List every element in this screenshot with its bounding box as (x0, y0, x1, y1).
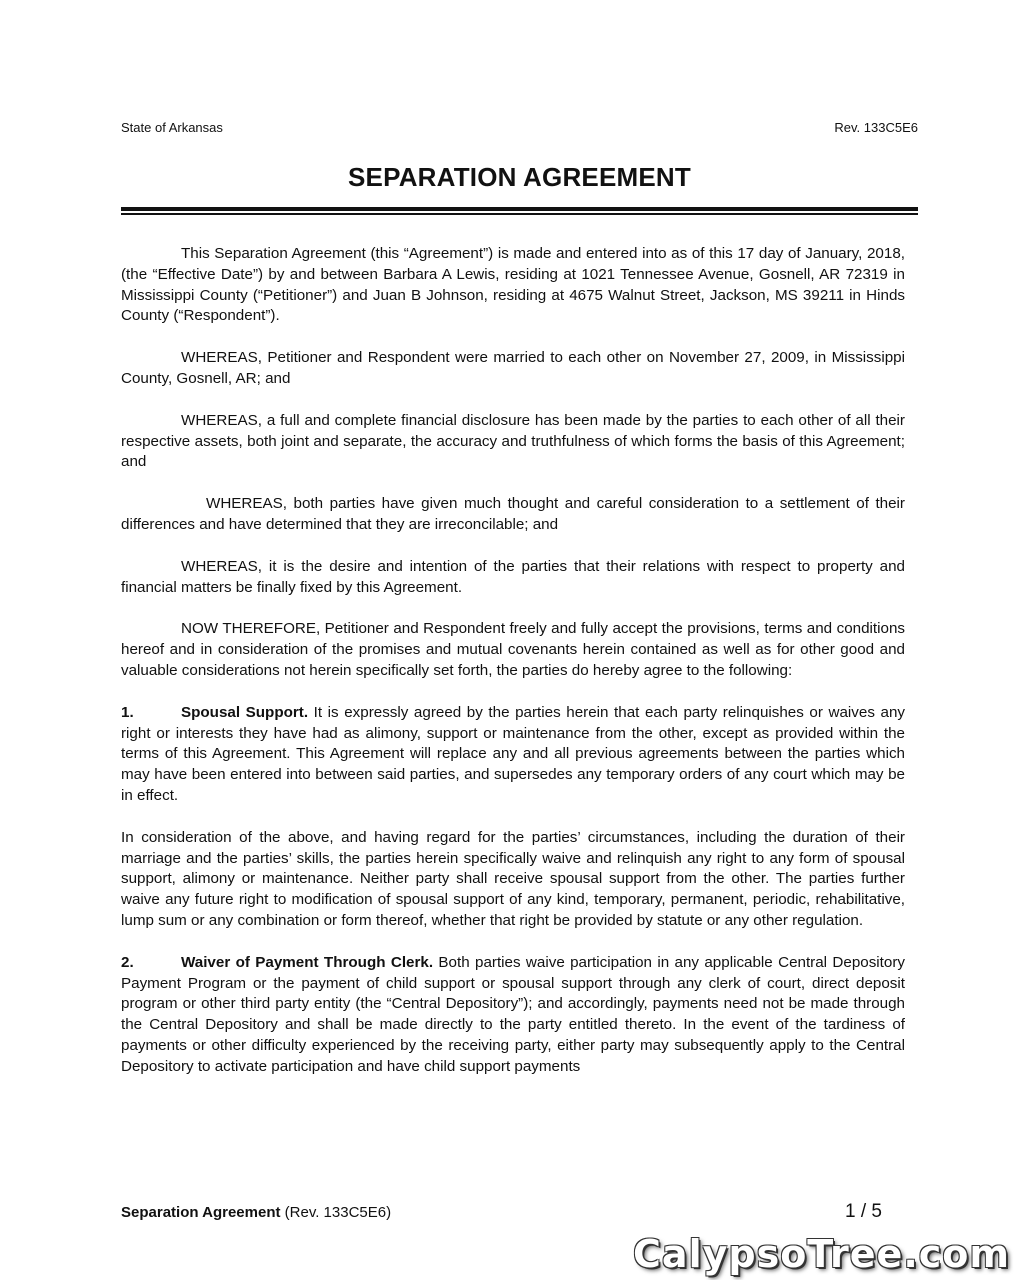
title-rule-thin (121, 213, 918, 215)
paragraph-intro: This Separation Agreement (this “Agreement”) is made and entered into as of this 17 day of January, 2018, (the “Effective Date”) by and between Barbara A Lewis, residing at 1021 Tennessee Avenue, Gosnell, AR 72319 in Mississippi County (“Petitioner”) and Juan B Johnson, residing at 4675 Walnut Street, Jackson, MS 39211 in Hinds County (“Respondent”). (121, 245, 905, 325)
document-body (121, 244, 905, 1099)
section-1-text: It is expressly agreed by the parties herein that each party relinquishes or waives any right or interests they have had as alimony, support or maintenance from the other, except as provided within the terms of this Agreement. This Agreement will replace any and all previous agreements between the parties which may have been entered into between said parties, and supersedes any temporary orders of any court which may be in effect. (121, 703, 905, 804)
section-2-text: Both parties waive participation in any applicable Central Depository Payment Program or the payment of child support or spousal support through any clerk of court, direct deposit program or other third party entity (the “Central Depository”); and accordingly, payments need not be made through the Central Depository and shall be made directly to the party entitled thereto. In the event of the tardiness of payments or other difficulty experienced by the receiving party, either party may subsequently apply to the Central Depository to activate participation and have child support payments (121, 953, 906, 1075)
watermark-logo: CalypsoTree.com (633, 1232, 1010, 1276)
section-1 (121, 703, 905, 807)
document-title: SEPARATION AGREEMENT (348, 162, 691, 192)
section-2-number: 2. (121, 953, 134, 971)
footer-doc-title: Separation Agreement (121, 1204, 281, 1221)
footer-doc-rev: (Rev. 133C5E6) (280, 1204, 392, 1221)
paragraph-now-therefore: NOW THEREFORE, Petitioner and Respondent freely and fully accept the provisions, terms and conditions hereof and in consideration of the promises and mutual covenants herein contained as well as for other good and valuable considerations not herein specifically set forth, the parties do hereby agree to the following: (121, 620, 905, 679)
section-1-title: Spousal Support. (181, 703, 309, 721)
paragraph-whereas-married: WHEREAS, Petitioner and Respondent were married to each other on November 27, 2009, in Mississippi County, Gosnell, AR; and (121, 349, 905, 387)
page-number: 1 / 5 (845, 1201, 882, 1222)
section-1-number: 1. (121, 703, 134, 721)
section-1-followup: In consideration of the above, and having regard for the parties’ circumstances, including the duration of their marriage and the parties’ skills, the parties herein specifically waive and relinquish any right to any form of spousal support, alimony or maintenance. Neither party shall receive spousal support from the other. The parties further waive any future right to modification of spousal support of any kind, temporary, permanent, periodic, rehabilitative, lump sum or any combination or form thereof, whether that right be provided by statute or any other regulation. (121, 828, 905, 929)
header-state: State of Arkansas (121, 120, 223, 135)
title-rule-thick (121, 207, 918, 211)
paragraph-whereas-intention: WHEREAS, it is the desire and intention of the parties that their relations with respect to property and financial matters be finally fixed by this Agreement. (121, 557, 905, 596)
footer-document-name (121, 1204, 391, 1221)
header-revision: Rev. 133C5E6 (834, 120, 918, 135)
paragraph-whereas-irreconcilable: WHEREAS, both parties have given much thought and careful consideration to a settlement of their differences and have determined that they are irreconcilable; and (121, 495, 905, 533)
paragraph-whereas-disclosure: WHEREAS, a full and complete financial disclosure has been made by the parties to each other of all their respective assets, both joint and separate, the accuracy and truthfulness of which forms the basis of this Agreement; and (121, 411, 905, 471)
section-2-title: Waiver of Payment Through Clerk. (181, 953, 434, 971)
section-2 (121, 953, 905, 1078)
